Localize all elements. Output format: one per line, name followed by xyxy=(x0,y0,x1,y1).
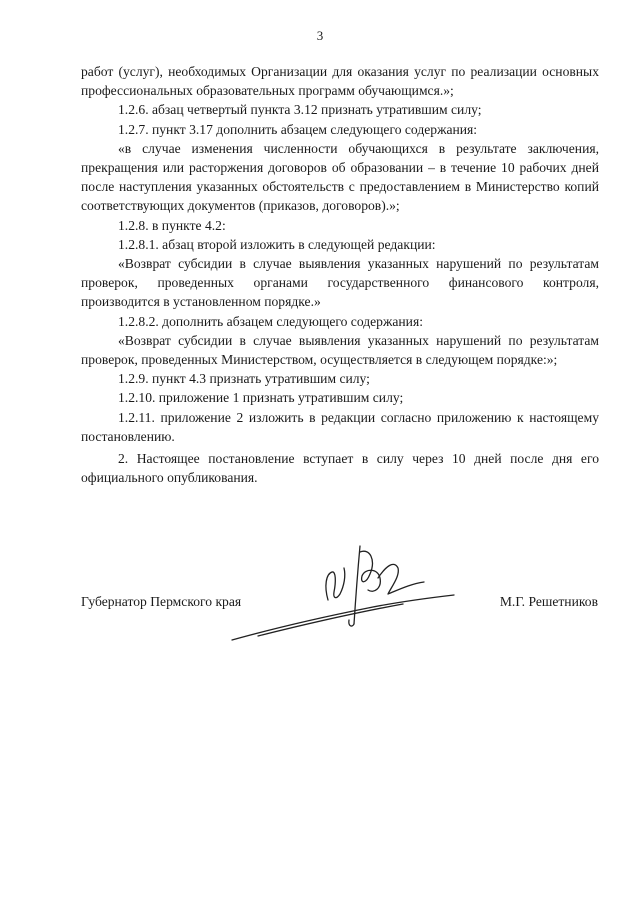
signatory-name: М.Г. Решетников xyxy=(499,594,598,609)
handwritten-signature xyxy=(228,538,458,648)
paragraph-item-1-2-7: 1.2.7. пункт 3.17 дополнить абзацем следующего содержания: xyxy=(118,121,478,137)
signatory-title: Губернатор Пермского края xyxy=(81,594,242,609)
paragraph-quote-4-2-a: «Возврат субсидии в случае выявления указанных нарушений по результатам проверок, проведенных органами государственного финансового контроля, производится в установленном порядке.» xyxy=(81,256,599,310)
paragraph-continuation: работ (услуг), необходимых Организации для оказания услуг по реализации основных профессиональных образовательных программ обучающимся.»; xyxy=(81,64,599,99)
paragraph-quote-4-2-b: «Возврат субсидии в случае выявления указанных нарушений по результатам проверок, проведенных Министерством, осуществляется в следующем порядке:»; xyxy=(81,332,599,368)
paragraph-item-1-2-10: 1.2.10. приложение 1 признать утратившим силу; xyxy=(118,390,404,406)
paragraph-item-1-2-8-2: 1.2.8.2. дополнить абзацем следующего содержания: xyxy=(118,313,423,329)
paragraph-item-1-2-8-1: 1.2.8.1. абзац второй изложить в следующей редакции: xyxy=(118,236,436,252)
paragraph-item-1-2-11: 1.2.11. приложение 2 изложить в редакции согласно приложению к настоящему постановлению. xyxy=(81,409,599,444)
paragraph-item-1-2-6: 1.2.6. абзац четвертый пункта 3.12 признать утратившим силу; xyxy=(118,102,482,118)
document-body xyxy=(81,62,599,487)
page-number: 3 xyxy=(316,28,324,43)
paragraph-item-1-2-8: 1.2.8. в пункте 4.2: xyxy=(118,217,226,233)
paragraph-item-1-2-9: 1.2.9. пункт 4.3 признать утратившим силу; xyxy=(118,371,370,387)
paragraph-item-2: 2. Настоящее постановление вступает в силу через 10 дней после дня его официального опубликования. xyxy=(81,451,599,486)
paragraph-quote-3-17: «в случае изменения численности обучающихся в результате заключения, прекращения или расторжения договоров об образовании – в течение 10 рабочих дней после наступления указанных обстоятельств с предоставлением в Министерство копий соответствующих документов (приказов, договоров).»; xyxy=(81,140,599,214)
